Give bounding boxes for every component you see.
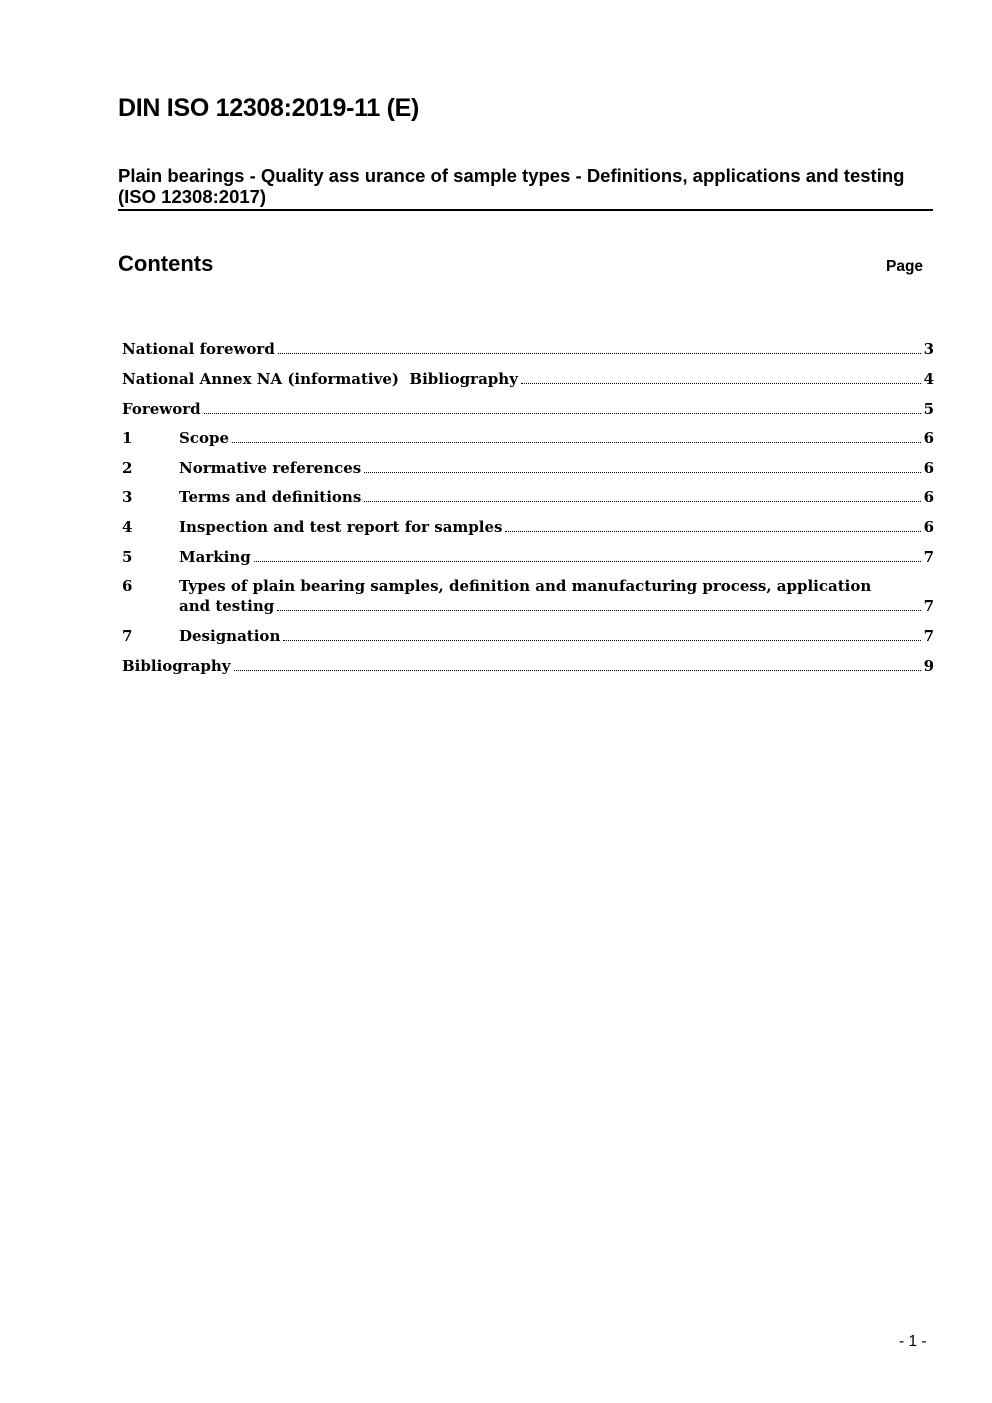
document-id: DIN ISO 12308:2019-11 (E): [118, 94, 419, 122]
toc-entry-title: Scope: [179, 429, 230, 447]
toc-entry-types-of-plain-bearing-samples[interactable]: [122, 576, 934, 616]
toc-leader-dots: [204, 412, 921, 414]
toc-entry-page: 5: [923, 400, 934, 418]
toc-entry-foreword[interactable]: [122, 399, 934, 419]
toc-entry-page: 3: [923, 340, 934, 358]
toc-entry-number: 4: [122, 518, 133, 536]
footer-page-number: - 1 -: [899, 1333, 927, 1350]
toc-leader-dots: [505, 530, 920, 532]
toc-entry-page: 6: [923, 488, 934, 506]
toc-entry-marking[interactable]: [122, 547, 934, 567]
toc-entry-title: Designation: [179, 627, 281, 645]
toc-leader-dots: [234, 669, 921, 671]
toc-entry-page: 9: [923, 657, 934, 675]
toc-entry-number: 3: [122, 488, 133, 506]
contents-heading: Contents: [118, 251, 214, 276]
toc-entry-page: 7: [923, 597, 934, 615]
document-title: Plain bearings - Quality ass urance of sample types - Definitions, applications and testing (ISO 12308:2017): [118, 165, 933, 211]
toc-entry-number: 7: [122, 627, 133, 645]
toc-entry-number: 5: [122, 548, 133, 566]
toc-entry-page: 4: [923, 370, 934, 388]
page-column-label: Page: [886, 258, 924, 275]
toc-entry-title: Normative references: [179, 459, 362, 477]
toc-leader-dots: [232, 441, 921, 443]
toc-entry-title: Foreword: [122, 400, 201, 418]
toc-leader-dots: [364, 471, 920, 473]
toc-leader-dots: [277, 609, 920, 611]
toc-entry-number: 2: [122, 459, 133, 477]
toc-entry-page: 7: [923, 627, 934, 645]
toc-entry-title: National foreword: [122, 340, 275, 358]
toc-entry-terms-and-definitions[interactable]: [122, 487, 934, 507]
toc-entry-national-foreword[interactable]: [122, 339, 934, 359]
toc-entry-title-continued: and testing: [179, 597, 275, 615]
toc-entry-national-annex[interactable]: [122, 369, 934, 389]
toc-leader-dots: [283, 639, 920, 641]
toc-entry-page: 6: [923, 459, 934, 477]
toc-entry-page: 6: [923, 429, 934, 447]
toc-entry-title: National Annex NA (informative) Bibliography: [122, 370, 518, 388]
toc-entry-bibliography[interactable]: [122, 656, 934, 676]
toc-entry-title: Types of plain bearing samples, definition and manufacturing process, application: [179, 577, 872, 595]
toc-entry-title: Terms and definitions: [179, 488, 362, 506]
toc-entry-normative-references[interactable]: [122, 458, 934, 478]
toc-leader-dots: [254, 560, 921, 562]
toc-entry-page: 6: [923, 518, 934, 536]
toc-leader-dots: [364, 500, 920, 502]
toc-entry-inspection-and-test-report[interactable]: [122, 517, 934, 537]
toc-entry-page: 7: [923, 548, 934, 566]
toc-entry-number: 1: [122, 429, 133, 447]
toc-entry-title: Inspection and test report for samples: [179, 518, 503, 536]
toc-leader-dots: [521, 382, 921, 384]
toc-entry-designation[interactable]: [122, 626, 934, 646]
toc-entry-number: 6: [122, 577, 133, 595]
toc-leader-dots: [278, 352, 921, 354]
toc-entry-title: Bibliography: [122, 657, 231, 675]
toc-entry-title: Marking: [179, 548, 251, 566]
toc-entry-scope[interactable]: [122, 428, 934, 448]
